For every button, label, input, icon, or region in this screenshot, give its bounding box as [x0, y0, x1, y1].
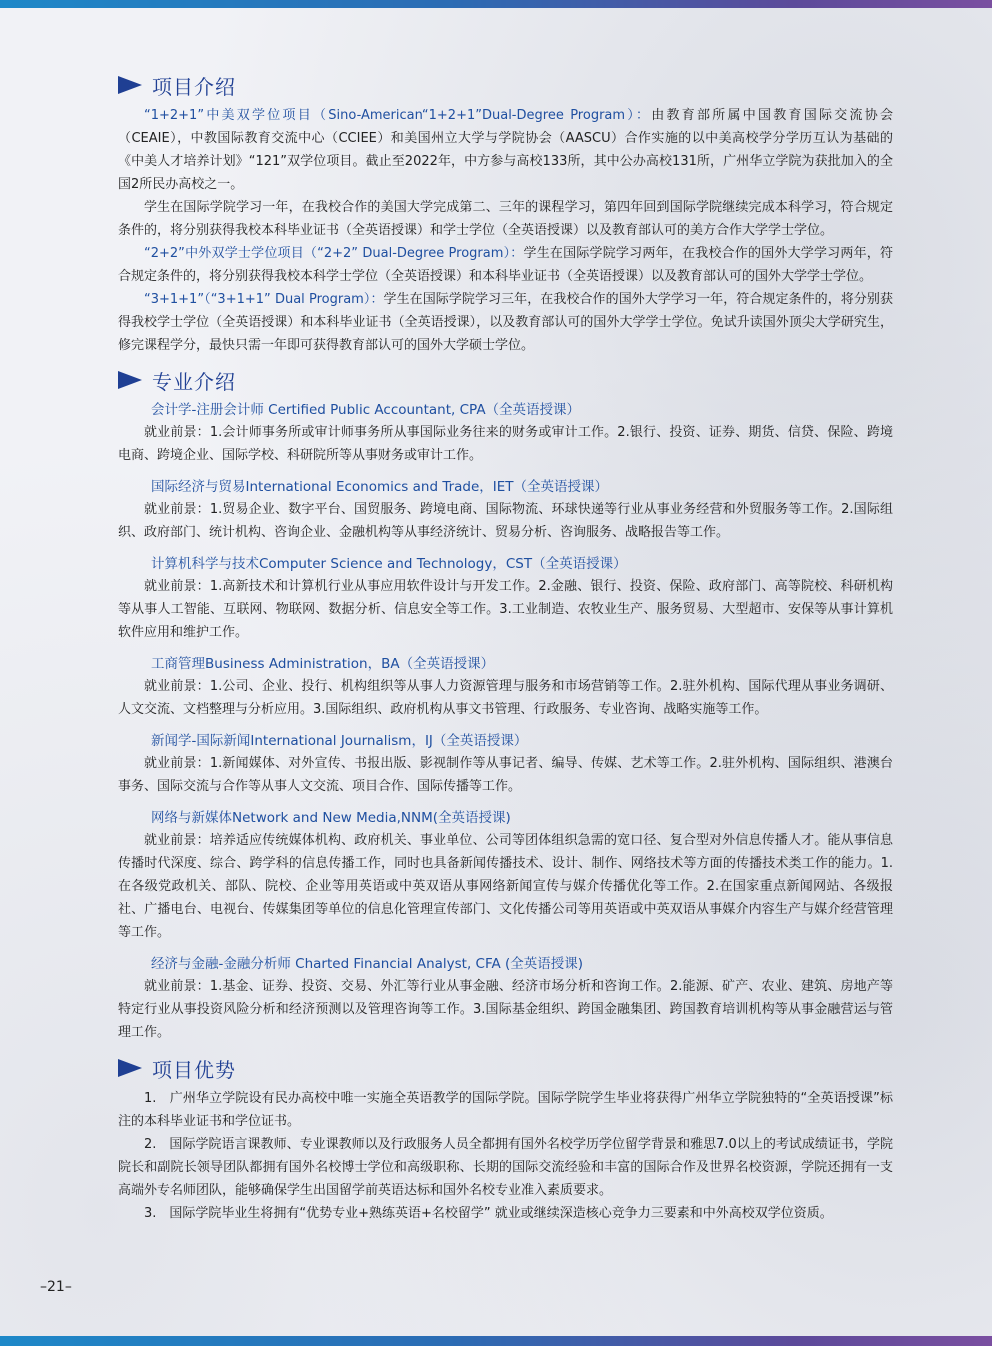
- major-item: [118, 730, 893, 798]
- major-title: 国际经济与贸易International Economics and Trade，IET（全英语授课）: [151, 479, 609, 495]
- page-number: –21–: [40, 1279, 72, 1295]
- section-title: 项目优势: [152, 1057, 236, 1082]
- major-item: [118, 399, 893, 467]
- major-title: 会计学-注册会计师 Certified Public Accountant, CPA（全英语授课）: [151, 402, 581, 418]
- major-title: 经济与金融-金融分析师 Charted Financial Analyst, CFA (全英语授课): [151, 956, 584, 972]
- program-name-121: “1+2+1”中美双学位项目（Sino-American“1+2+1”Dual-Degree Program）：: [144, 108, 652, 123]
- program-name-311: “3+1+1”（“3+1+1” Dual Program）：: [144, 292, 384, 307]
- advantage-item: 3. 国际学院毕业生将拥有“优势专业+熟练英语+名校留学” 就业或继续深造核心竞争力三要素和中外高校双学位资质。: [144, 1206, 833, 1221]
- arrow-right-icon: [118, 371, 142, 389]
- paragraph-121-program: [118, 104, 893, 196]
- arrow-right-icon: [118, 1059, 142, 1077]
- major-item: [118, 553, 893, 644]
- major-description: 就业前景：1.公司、企业、投行、机构组织等从事人力资源管理与服务和市场营销等工作。2.驻外机构、国际代理从事业务调研、人文交流、文档整理与分析应用。3.国际组织、政府机构从事文书管理、行政服务、专业咨询、战略实施等工作。: [118, 679, 893, 717]
- bottom-color-band: [0, 1336, 992, 1346]
- major-item: [118, 476, 893, 544]
- advantage-item: 1. 广州华立学院设有民办高校中唯一实施全英语教学的国际学院。国际学院学生毕业将获得广州华立学院独特的“全英语授课”标注的本科毕业证书和学位证书。: [118, 1091, 893, 1129]
- major-title: 新闻学-国际新闻International Journalism，IJ（全英语授课）: [151, 733, 528, 749]
- section-header-project-intro: [118, 70, 893, 100]
- program-desc-311: 学生在国际学院学习三年，在我校合作的国外大学学习一年，符合规定条件的，将分别获得我校学士学位（全英语授课）和本科毕业证书（全英语授课），以及教育部认可的国外大学学士学位。免试升读国外顶尖大学研究生，修完课程学分，最快只需一年即可获得教育部认可的国外大学硕士学位。: [118, 292, 893, 353]
- program-desc-22: 学生在国际学院学习两年，在我校合作的国外大学学习两年，符合规定条件的，将分别获得我校本科学士学位（全英语授课）和本科毕业证书（全英语授课）以及教育部认可的国外大学学士学位。: [118, 246, 893, 284]
- major-description: 就业前景：1.高新技术和计算机行业从事应用软件设计与开发工作。2.金融、银行、投资、保险、政府部门、高等院校、科研机构等从事人工智能、互联网、物联网、数据分析、信息安全等工作。3.工业制造、农牧业生产、服务贸易、大型超市、安保等从事计算机软件应用和维护工作。: [118, 579, 893, 640]
- major-description: 就业前景：1.会计师事务所或审计师事务所从事国际业务往来的财务或审计工作。2.银行、投资、证券、期货、信贷、保险、跨境电商、跨境企业、国际学校、科研院所等从事财务或审计工作。: [118, 425, 893, 463]
- section-title: 项目介绍: [152, 74, 236, 99]
- advantages-list: [118, 1087, 893, 1225]
- program-desc-121: 由教育部所属中国教育国际交流协会（CEAIE），中教国际教育交流中心（CCIEE）和美国州立大学与学院协会（AASCU）合作实施的以中美高校学分学历互认为基础的《中美人才培养计划》“121”双学位项目。截止至2022年，中方参与高校133所，其中公办高校131所，广州华立学院为获批加入的全国2所民办高校之一。: [118, 108, 893, 192]
- page-content: [118, 70, 893, 1225]
- major-description: 就业前景：1.贸易企业、数字平台、国贸服务、跨境电商、国际物流、环球快递等行业从事业务经营和外贸服务等工作。2.国际组织、政府部门、统计机构、咨询企业、金融机构等从事经济统计、贸易分析、咨询服务、战略报告等工作。: [118, 502, 893, 540]
- section-header-majors: [118, 365, 893, 395]
- section-title: 专业介绍: [152, 369, 236, 394]
- program-name-22: “2+2”中外双学士学位项目（“2+2” Dual-Degree Program）：: [144, 246, 524, 261]
- major-description: 就业前景：1.新闻媒体、对外宣传、书报出版、影视制作等从事记者、编导、传媒、艺术等工作。2.驻外机构、国际组织、港澳台事务、国际交流与合作等从事人文交流、项目合作、国际传播等工作。: [118, 756, 893, 794]
- paragraph-121-study: 学生在国际学院学习一年，在我校合作的美国大学完成第二、三年的课程学习，第四年回到国际学院继续完成本科学习，符合规定条件的，将分别获得我校本科毕业证书（全英语授课）和学士学位（全英语授课）以及教育部认可的美方合作大学学士学位。: [118, 200, 893, 238]
- arrow-right-icon: [118, 76, 142, 94]
- major-title: 计算机科学与技术Computer Science and Technology，CST（全英语授课）: [151, 556, 627, 572]
- major-title: 工商管理Business Administration，BA（全英语授课）: [151, 656, 495, 672]
- major-description: 就业前景：1.基金、证券、投资、交易、外汇等行业从事金融、经济市场分析和咨询工作。2.能源、矿产、农业、建筑、房地产等特定行业从事投资风险分析和经济预测以及管理咨询等工作。3.国际基金组织、跨国金融集团、跨国教育培训机构等从事金融营运与管理工作。: [118, 979, 893, 1040]
- advantage-item: 2. 国际学院语言课教师、专业课教师以及行政服务人员全都拥有国外名校学历学位留学背景和雅思7.0以上的考试成绩证书，学院院长和副院长领导团队都拥有国外名校博士学位和高级职称、长期的国际交流经验和丰富的国际合作及世界名校资源，学院还拥有一支高端外专名师团队，能够确保学生出国留学前英语达标和国外名校专业准入素质要求。: [118, 1137, 893, 1198]
- paragraph-22-program: [118, 242, 893, 288]
- major-item: [118, 653, 893, 721]
- major-item: [118, 953, 893, 1044]
- paragraph-311-program: [118, 288, 893, 357]
- major-description: 就业前景：培养适应传统媒体机构、政府机关、事业单位、公司等团体组织急需的宽口径、复合型对外信息传播人才。能从事信息传播时代深度、综合、跨学科的信息传播工作，同时也具备新闻传播技术、设计、制作、网络技术等方面的传播技术类工作的能力。1.在各级党政机关、部队、院校、企业等用英语或中英双语从事网络新闻宣传与媒介传播优化等工作。2.在国家重点新闻网站、各级报社、广播电台、电视台、传媒集团等单位的信息化管理宣传部门、文化传播公司等用英语或中英双语从事媒介内容生产与媒介经营管理等工作。: [118, 833, 893, 940]
- section-header-advantages: [118, 1053, 893, 1083]
- major-title: 网络与新媒体Network and New Media,NNM(全英语授课): [151, 810, 511, 826]
- top-color-band: [0, 0, 992, 8]
- major-item: [118, 807, 893, 944]
